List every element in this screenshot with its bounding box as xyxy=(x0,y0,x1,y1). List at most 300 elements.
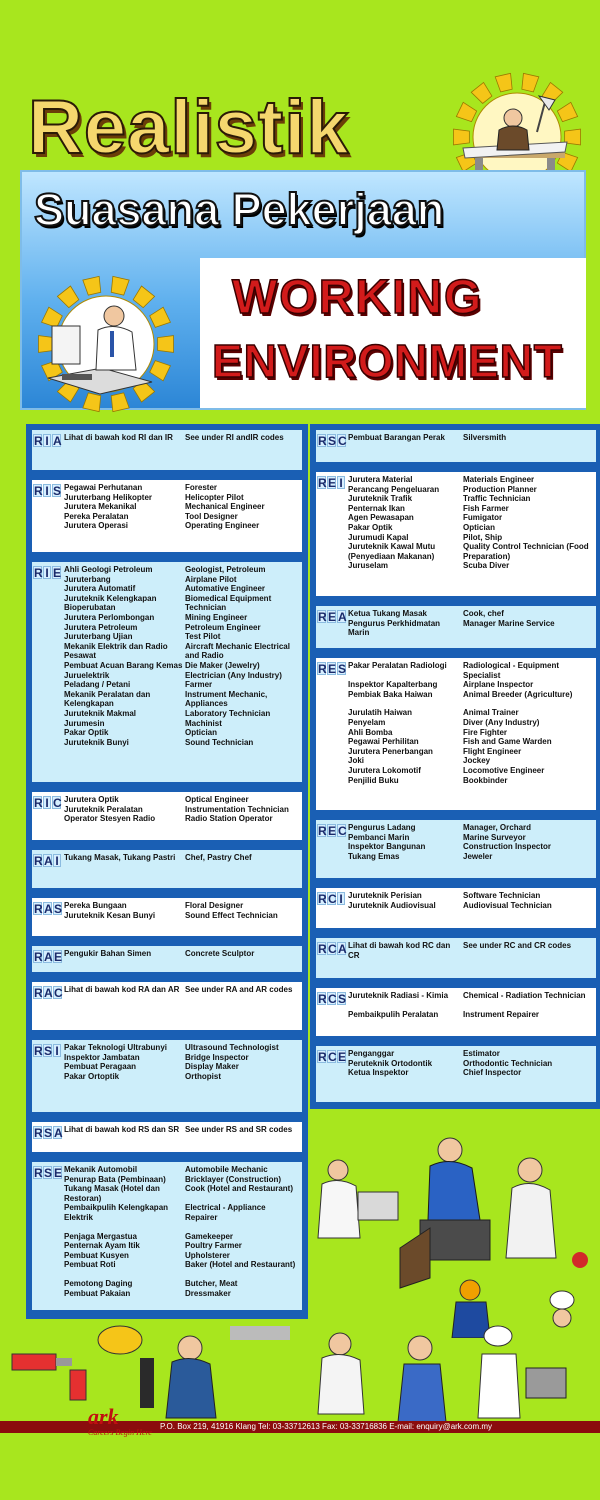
career-entry xyxy=(348,901,594,911)
code-letter: A xyxy=(338,942,347,956)
career-name-english: Petroleum Engineer xyxy=(185,622,261,632)
career-name-malay: Juruterbang xyxy=(64,574,111,584)
career-group-rse xyxy=(30,1160,304,1312)
career-name-malay: Juruteknik Bunyi xyxy=(64,737,129,747)
career-name-malay: Pakar Teknologi Ultrabunyi xyxy=(64,1043,167,1052)
career-entry xyxy=(348,542,594,561)
career-entries xyxy=(62,1162,302,1310)
career-name-english: Audiovisual Technician xyxy=(463,900,552,910)
holland-code xyxy=(32,792,62,840)
career-group-rae xyxy=(30,944,304,974)
code-letter: R xyxy=(318,610,327,624)
career-name-malay: Jurutera Lokomotif xyxy=(348,765,421,775)
career-name-english: Concrete Sculptor xyxy=(185,949,255,958)
career-name-english: Automative Engineer xyxy=(185,584,266,594)
code-letter: I xyxy=(43,484,51,497)
holland-code xyxy=(32,1040,62,1112)
career-name-malay: Jurutera Penerbangan xyxy=(348,746,433,756)
code-letter: I xyxy=(43,566,51,579)
career-name-english: Sound Effect Technician xyxy=(185,910,278,920)
career-name-english: Fish and Game Warden xyxy=(463,737,552,747)
career-entries xyxy=(62,430,302,470)
holland-code xyxy=(316,658,346,810)
career-name-english: Optician xyxy=(463,522,496,532)
career-entry xyxy=(348,690,594,700)
career-name-malay: Ketua Inspektor xyxy=(348,1068,409,1078)
career-name-english: Biomedical Equipment Technician xyxy=(185,593,272,613)
career-name-malay: Pemotong Daging xyxy=(64,1278,133,1288)
code-letter: R xyxy=(318,824,327,838)
career-name-malay: Pembuat Roti xyxy=(64,1260,116,1270)
code-letter: E xyxy=(328,476,337,490)
career-name-english: Optician xyxy=(185,728,218,738)
career-entries xyxy=(346,888,596,928)
career-name-malay: Jurutera Material xyxy=(348,475,413,484)
career-entry xyxy=(64,1053,300,1063)
career-name-english: Construction Inspector xyxy=(463,842,552,852)
career-name-english: Geologist, Petroleum xyxy=(185,565,266,574)
career-entry xyxy=(348,561,594,571)
career-name-english: Laboratory Technician xyxy=(185,708,271,718)
career-entries xyxy=(62,982,302,1030)
code-letter: S xyxy=(328,434,337,448)
holland-code xyxy=(32,946,62,972)
code-letter: R xyxy=(34,1044,43,1058)
career-entry xyxy=(348,756,594,766)
holland-code xyxy=(316,430,346,462)
code-letter: C xyxy=(53,796,62,810)
career-name-english: Electrician (Any Industry) xyxy=(185,670,282,680)
career-name-english: Floral Designer xyxy=(185,901,244,910)
career-name-malay: Inspektor Kapalterbang xyxy=(348,680,438,690)
career-name-english: Radiological - Equipment Specialist xyxy=(463,661,560,680)
career-name-malay: Juruteknik Kesan Bunyi xyxy=(64,910,156,920)
career-entry xyxy=(64,671,300,681)
career-entry xyxy=(64,1072,300,1082)
career-entry xyxy=(64,1184,300,1203)
career-entry xyxy=(64,814,300,824)
career-entry xyxy=(348,494,594,504)
poster-title: Realistik xyxy=(28,85,350,170)
career-entry xyxy=(64,690,300,709)
career-name-malay: Jurumudi Kapal xyxy=(348,532,409,542)
career-entries xyxy=(346,938,596,978)
career-entry xyxy=(348,718,594,728)
career-name-malay: Juruteknik Trafik xyxy=(348,494,413,504)
right-career-column xyxy=(310,424,600,1109)
career-name-malay: Lihat di bawah kod RS dan SR xyxy=(64,1125,180,1134)
code-letter: S xyxy=(44,1126,53,1140)
career-name-english: Manager Marine Service xyxy=(463,618,555,628)
code-letter: S xyxy=(53,484,62,498)
career-entries xyxy=(346,1046,596,1102)
career-name-malay: Pengurus Ladang xyxy=(348,823,416,832)
career-name-english: Helicopter Pilot xyxy=(185,492,244,502)
career-entries xyxy=(346,606,596,648)
code-letter: A xyxy=(338,610,347,624)
career-group-res xyxy=(314,656,598,812)
career-entry xyxy=(348,1059,594,1069)
career-name-malay: Joki xyxy=(348,756,365,766)
career-entry xyxy=(348,533,594,543)
career-entry xyxy=(64,632,300,642)
career-name-english: Butcher, Meat xyxy=(185,1278,238,1288)
career-name-english: Orthodontic Technician xyxy=(463,1058,553,1068)
career-name-malay: Pembiak Baka Haiwan xyxy=(348,689,433,699)
career-entry xyxy=(348,619,594,638)
career-group-rei xyxy=(314,470,598,598)
code-letter: A xyxy=(44,950,53,964)
career-name-english: Marine Surveyor xyxy=(463,832,526,842)
career-name-english: Mining Engineer xyxy=(185,612,248,622)
career-entry xyxy=(64,805,300,815)
career-group-rca xyxy=(314,936,598,980)
career-group-rec xyxy=(314,818,598,880)
subtitle-malay: Suasana Pekerjaan xyxy=(34,184,445,235)
career-name-malay: Lihat di bawah kod RI dan IR xyxy=(64,433,173,442)
career-entry xyxy=(64,1251,300,1261)
career-name-english: Traffic Technician xyxy=(463,494,531,504)
career-entry xyxy=(348,513,594,523)
career-name-english: Machinist xyxy=(185,718,222,728)
code-letter: E xyxy=(53,566,62,580)
career-name-english: Animal Trainer xyxy=(463,708,519,718)
career-name-malay: Mekanik Automobil xyxy=(64,1165,138,1174)
career-entry xyxy=(64,1279,300,1289)
career-entry xyxy=(64,493,300,503)
career-entry xyxy=(348,708,594,718)
career-name-english: Electrical - Appliance Repairer xyxy=(185,1203,266,1222)
code-letter: R xyxy=(34,854,43,868)
career-name-malay: Penternak Ikan xyxy=(348,503,405,513)
career-name-malay: Perancang Pengeluaran xyxy=(348,484,440,494)
career-name-english: Cook (Hotel and Restaurant) xyxy=(185,1184,294,1194)
career-name-malay: Ketua Tukang Masak xyxy=(348,609,427,618)
computer-user-illustration xyxy=(42,286,162,406)
career-name-english: Software Technician xyxy=(463,891,541,900)
code-letter: R xyxy=(34,484,43,498)
career-entries xyxy=(346,820,596,878)
career-group-rie xyxy=(30,560,304,784)
career-name-malay: Mekanik Peralatan dan Kelengkapan xyxy=(64,689,151,709)
career-name-malay: Juruelektrik xyxy=(64,670,110,680)
career-name-malay: Juruselam xyxy=(348,561,389,571)
code-letter: E xyxy=(328,610,337,624)
career-name-english: See under RS and SR codes xyxy=(185,1125,293,1134)
career-name-english: Operating Engineer xyxy=(185,521,260,531)
career-entries xyxy=(62,792,302,840)
workers-illustration-right xyxy=(300,1128,600,1338)
career-entries xyxy=(346,430,596,462)
career-name-malay: Operator Stesyen Radio xyxy=(64,814,156,824)
career-entry xyxy=(348,504,594,514)
career-name-malay: Pembuat Peragaan xyxy=(64,1062,137,1072)
career-name-english: Mechanical Engineer xyxy=(185,502,265,512)
career-name-malay: Agen Pewasapan xyxy=(348,513,414,523)
code-letter: R xyxy=(34,950,43,964)
code-letter: R xyxy=(318,992,327,1006)
code-letter: R xyxy=(318,476,327,490)
career-name-malay: Jurutera Operasi xyxy=(64,521,129,531)
career-name-malay: Penjilid Buku xyxy=(348,775,399,785)
code-letter: R xyxy=(34,1126,43,1140)
career-entry xyxy=(64,521,300,531)
career-name-english: Estimator xyxy=(463,1049,500,1058)
career-name-english: Baker (Hotel and Restaurant) xyxy=(185,1260,296,1270)
career-name-english: Diver (Any Industry) xyxy=(463,717,540,727)
career-name-malay: Peladang / Petani xyxy=(64,680,131,690)
code-letter: R xyxy=(34,986,43,1000)
logo-tagline: Careers Begin Here xyxy=(88,1428,152,1437)
subtitle-english-line1: WORKING xyxy=(232,271,484,324)
career-name-english: Fumigator xyxy=(463,513,503,523)
career-name-malay: Inspektor Jambatan xyxy=(64,1052,140,1062)
code-letter: A xyxy=(44,854,53,868)
career-group-ris xyxy=(30,478,304,554)
career-entry xyxy=(348,680,594,690)
career-name-malay: Jurutera Automatif xyxy=(64,584,136,594)
career-entry xyxy=(348,747,594,757)
career-name-english: Radio Station Operator xyxy=(185,814,273,824)
code-letter: A xyxy=(44,902,53,916)
career-entry xyxy=(348,842,594,852)
holland-code xyxy=(32,480,62,552)
code-letter: R xyxy=(34,902,43,916)
career-name-english: Instrument Mechanic, Appliances xyxy=(185,689,268,709)
career-name-english: Manager, Orchard xyxy=(463,823,532,832)
career-name-english: Upholsterer xyxy=(185,1250,230,1260)
career-name-english: Bricklayer (Construction) xyxy=(185,1174,282,1184)
code-letter: C xyxy=(328,892,337,906)
career-name-malay: Mekanik Elektrik dan Radio Pesawat xyxy=(64,641,168,661)
career-name-malay: Juruteknik Kawal Mutu (Penyediaan Makanan) xyxy=(348,542,436,561)
career-name-english: Test Pilot xyxy=(185,632,221,642)
holland-code xyxy=(316,1046,346,1102)
career-name-malay: Pembanci Marin xyxy=(348,832,410,842)
career-entry xyxy=(64,1260,300,1270)
career-group-ras xyxy=(30,896,304,938)
career-name-english: Sound Technician xyxy=(185,737,254,747)
code-letter: I xyxy=(43,796,51,809)
career-entry xyxy=(64,594,300,613)
code-letter: I xyxy=(337,892,345,905)
career-entry xyxy=(64,512,300,522)
career-name-english: Bridge Inspector xyxy=(185,1052,249,1062)
career-name-malay: Lihat di bawah kod RC dan CR xyxy=(348,941,451,960)
code-letter: A xyxy=(54,1126,63,1140)
career-name-malay: Pembuat Kusyen xyxy=(64,1250,129,1260)
subtitle-english-line2: ENVIRONMENT xyxy=(212,335,563,387)
career-name-malay: Juruteknik Radiasi - Kimia xyxy=(348,991,449,1000)
career-group-rea xyxy=(314,604,598,650)
holland-code xyxy=(32,982,62,1030)
career-name-english: Orthopist xyxy=(185,1071,221,1081)
career-name-english: Tool Designer xyxy=(185,511,238,521)
code-letter: E xyxy=(328,662,337,676)
code-letter: I xyxy=(53,854,61,867)
career-name-english: Forester xyxy=(185,483,218,492)
career-entry xyxy=(348,1010,594,1020)
career-group-rci xyxy=(314,886,598,930)
career-name-malay: Jurutera Petroleum xyxy=(64,622,138,632)
career-entry xyxy=(64,642,300,661)
career-name-english: Chemical - Radiation Technician xyxy=(463,991,586,1000)
career-name-english: Chief Inspector xyxy=(463,1068,522,1078)
career-entry xyxy=(348,991,594,1001)
career-name-english: Cook, chef xyxy=(463,609,504,618)
holland-code xyxy=(32,1122,62,1152)
code-letter: E xyxy=(54,1166,63,1180)
career-entry xyxy=(64,949,300,959)
holland-code xyxy=(32,850,62,888)
career-entries xyxy=(62,850,302,888)
career-name-english: Automobile Mechanic xyxy=(185,1165,268,1174)
career-name-malay: Pembaikpulih Peralatan xyxy=(348,1009,439,1019)
career-name-english: Airplane Pilot xyxy=(185,574,237,584)
career-name-english: Bookbinder xyxy=(463,775,508,785)
code-letter: S xyxy=(338,662,347,676)
code-letter: R xyxy=(318,662,327,676)
code-letter: I xyxy=(337,476,345,489)
career-name-english: Fire Fighter xyxy=(463,727,508,737)
career-name-malay: Penganggar xyxy=(348,1049,395,1058)
career-entry xyxy=(64,565,300,575)
career-name-malay: Tukang Masak, Tukang Pastri xyxy=(64,853,176,862)
holland-code xyxy=(316,472,346,596)
career-name-malay: Pembuat Pakaian xyxy=(64,1288,131,1298)
career-entry xyxy=(348,1068,594,1078)
code-letter: I xyxy=(43,434,51,447)
career-entry xyxy=(348,823,594,833)
career-entry xyxy=(64,911,300,921)
career-name-malay: Pakar Optik xyxy=(64,728,109,738)
code-letter: S xyxy=(44,1166,53,1180)
career-entry xyxy=(64,719,300,729)
career-name-malay: Penurap Bata (Pembinaan) xyxy=(64,1174,166,1184)
career-group-rsi xyxy=(30,1038,304,1114)
career-entry xyxy=(348,852,594,862)
career-entry xyxy=(348,523,594,533)
career-entry xyxy=(64,1165,300,1175)
career-name-english: Instrumentation Technician xyxy=(185,804,289,814)
code-letter: R xyxy=(34,1166,43,1180)
career-entry xyxy=(348,433,594,443)
holland-code xyxy=(32,430,62,470)
career-entry xyxy=(64,661,300,671)
career-name-english: Aircraft Mechanic Electrical and Radio xyxy=(185,641,290,661)
career-name-english: Die Maker (Jewelry) xyxy=(185,660,260,670)
career-name-malay: Penjaga Mergastua xyxy=(64,1231,137,1241)
code-letter: R xyxy=(34,566,43,580)
career-name-malay: Ahli Geologi Petroleum xyxy=(64,565,153,574)
career-entry xyxy=(348,1049,594,1059)
career-entry xyxy=(64,709,300,719)
career-entry xyxy=(64,985,300,995)
career-name-english: Farmer xyxy=(185,680,213,690)
career-name-malay: Pegawai Perhutanan xyxy=(64,483,143,492)
career-name-malay: Peruteknik Ortodontik xyxy=(348,1058,433,1068)
code-letter: R xyxy=(318,1050,327,1064)
career-group-rai xyxy=(30,848,304,890)
career-entry xyxy=(64,853,300,863)
career-name-malay: Pengurus Perkhidmatan Marin xyxy=(348,618,441,638)
career-name-english: Production Planner xyxy=(463,484,537,494)
career-entry xyxy=(348,941,594,960)
code-letter: C xyxy=(338,434,347,448)
career-entries xyxy=(346,472,596,596)
code-letter: A xyxy=(53,434,62,448)
career-entry xyxy=(348,475,594,485)
holland-code xyxy=(316,938,346,978)
career-entry xyxy=(64,575,300,585)
career-group-rsa xyxy=(30,1120,304,1154)
career-entries xyxy=(346,658,596,810)
logo-text: ark xyxy=(88,1404,119,1429)
poster-header xyxy=(0,0,600,420)
career-entry xyxy=(348,661,594,680)
career-name-malay: Penternak Ayam Itik xyxy=(64,1241,140,1251)
career-entries xyxy=(62,946,302,972)
career-name-malay: Inspektor Bangunan xyxy=(348,842,426,852)
holland-code xyxy=(316,888,346,928)
career-name-english: Dressmaker xyxy=(185,1288,231,1298)
career-name-english: Animal Breeder (Agriculture) xyxy=(463,689,573,699)
holland-code xyxy=(32,898,62,936)
career-name-malay: Tukang Emas xyxy=(348,851,400,861)
career-name-malay: Pembuat Acuan Barang Kemas xyxy=(64,660,183,670)
career-entry xyxy=(64,433,300,443)
career-entry xyxy=(64,795,300,805)
career-name-malay: Tukang Masak (Hotel dan Restoran) xyxy=(64,1184,160,1203)
career-name-english: Optical Engineer xyxy=(185,795,249,804)
career-entry xyxy=(64,1241,300,1251)
code-letter: R xyxy=(318,942,327,956)
career-entry xyxy=(348,485,594,495)
career-name-malay: Pereka Peralatan xyxy=(64,511,129,521)
career-name-malay: Juruteknik Kelengkapan Bioperubatan xyxy=(64,593,157,613)
career-entry xyxy=(64,623,300,633)
code-letter: A xyxy=(44,986,53,1000)
holland-code xyxy=(316,606,346,648)
career-name-malay: Pembuat Barangan Perak xyxy=(348,433,445,442)
career-name-english: Jeweler xyxy=(463,851,493,861)
career-name-malay: Pembaikpulih Kelengkapan Elektrik xyxy=(64,1203,169,1222)
career-entry xyxy=(348,728,594,738)
ark-logo xyxy=(88,1404,166,1444)
career-entries xyxy=(62,898,302,936)
holland-code xyxy=(32,562,62,782)
career-entry xyxy=(348,891,594,901)
career-entry xyxy=(64,1043,300,1053)
career-entry xyxy=(64,738,300,748)
career-name-english: Poultry Farmer xyxy=(185,1241,242,1251)
career-entries xyxy=(62,1122,302,1152)
career-name-english: Quality Control Technician (Food Preparation) xyxy=(463,542,589,561)
career-name-english: Instrument Repairer xyxy=(463,1009,540,1019)
holland-code xyxy=(316,988,346,1036)
career-entry xyxy=(348,609,594,619)
career-name-malay: Pakar Peralatan Radiologi xyxy=(348,661,447,670)
career-group-rcs xyxy=(314,986,598,1038)
career-name-malay: Jurutera Optik xyxy=(64,795,119,804)
code-letter: R xyxy=(34,796,43,810)
code-letter: E xyxy=(328,824,337,838)
career-group-ria xyxy=(30,428,304,472)
career-name-malay: Pengukir Bahan Simen xyxy=(64,949,152,958)
career-name-malay: Juruterbang Ujian xyxy=(64,632,133,642)
career-name-malay: Jurulatih Haiwan xyxy=(348,708,413,718)
career-name-malay: Pegawai Perhilitan xyxy=(348,737,419,747)
